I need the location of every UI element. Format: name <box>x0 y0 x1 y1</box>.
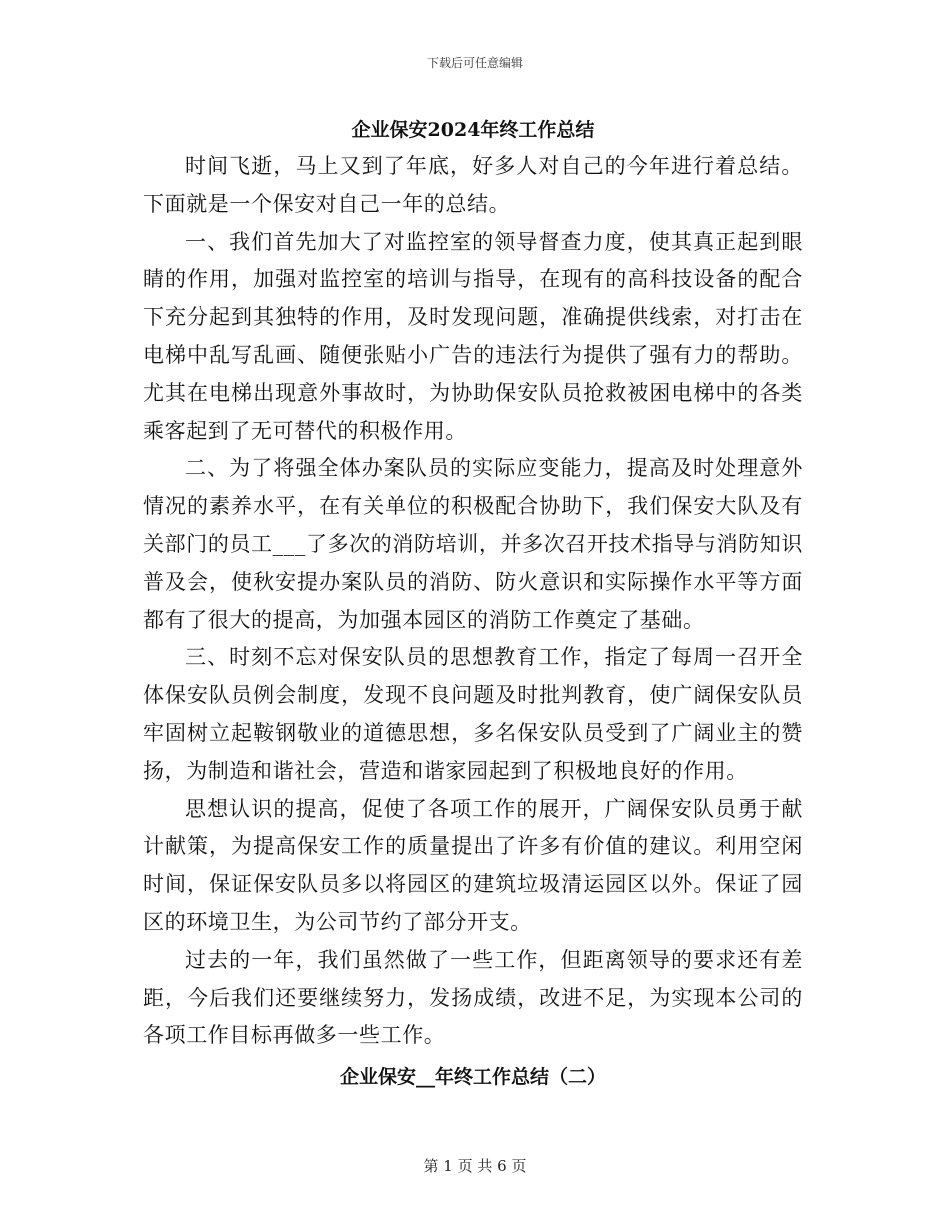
page-number: 第 1 页 共 6 页 <box>423 1157 527 1175</box>
document-body <box>143 112 803 1097</box>
paragraph-intro: 时间飞逝，马上又到了年底，好多人对自己的今年进行着总结。下面就是一个保安对自己一年的总结。 <box>143 154 803 216</box>
document-subtitle: 企业保安__年终工作总结（二） <box>339 1066 606 1089</box>
paragraph-conclusion: 过去的一年，我们虽然做了一些工作，但距离领导的要求还有差距，今后我们还要继续努力，发扬成绩，改进不足，为实现本公司的各项工作目标再做多一些工作。 <box>143 947 803 1048</box>
header-note: 下载后可任意编辑 <box>426 56 523 70</box>
paragraph-section-1: 一、我们首先加大了对监控室的领导督查力度，使其真正起到眼睛的作用，加强对监控室的培训与指导，在现有的高科技设备的配合下充分起到其独特的作用，及时发现问题，准确提供线索，对打击在电梯中乱写乱画、随便张贴小广告的违法行为提供了强有力的帮助。尤其在电梯出现意外事故时，为协助保安队员抢救被困电梯中的各类乘客起到了无可替代的积极作用。 <box>143 229 803 443</box>
paragraph-section-3: 三、时刻不忘对保安队员的思想教育工作，指定了每周一召开全体保安队员例会制度，发现不良问题及时批判教育，使广阔保安队员牢固树立起鞍钢敬业的道德思想，多名保安队员受到了广阔业主的赞扬，为制造和谐社会，营造和谐家园起到了积极地良好的作用。 <box>143 645 803 783</box>
paragraph-section-2: 二、为了将强全体办案队员的实际应变能力，提高及时处理意外情况的素养水平，在有关单位的积极配合协助下，我们保安大队及有关部门的员工___了多次的消防培训，并多次召开技术指导与消防知识普及会，使秋安提办案队员的消防、防火意识和实际操作水平等方面都有了很大的提高，为加强本园区的消防工作奠定了基础。 <box>143 456 803 632</box>
document-title: 企业保安2024年终工作总结 <box>351 119 595 141</box>
paragraph-thinking: 思想认识的提高，促使了各项工作的展开，广阔保安队员勇于献计献策，为提高保安工作的质量提出了许多有价值的建议。利用空闲时间，保证保安队员多以将园区的建筑垃圾清运园区以外。保证了园区的环境卫生，为公司节约了部分开支。 <box>143 796 803 934</box>
